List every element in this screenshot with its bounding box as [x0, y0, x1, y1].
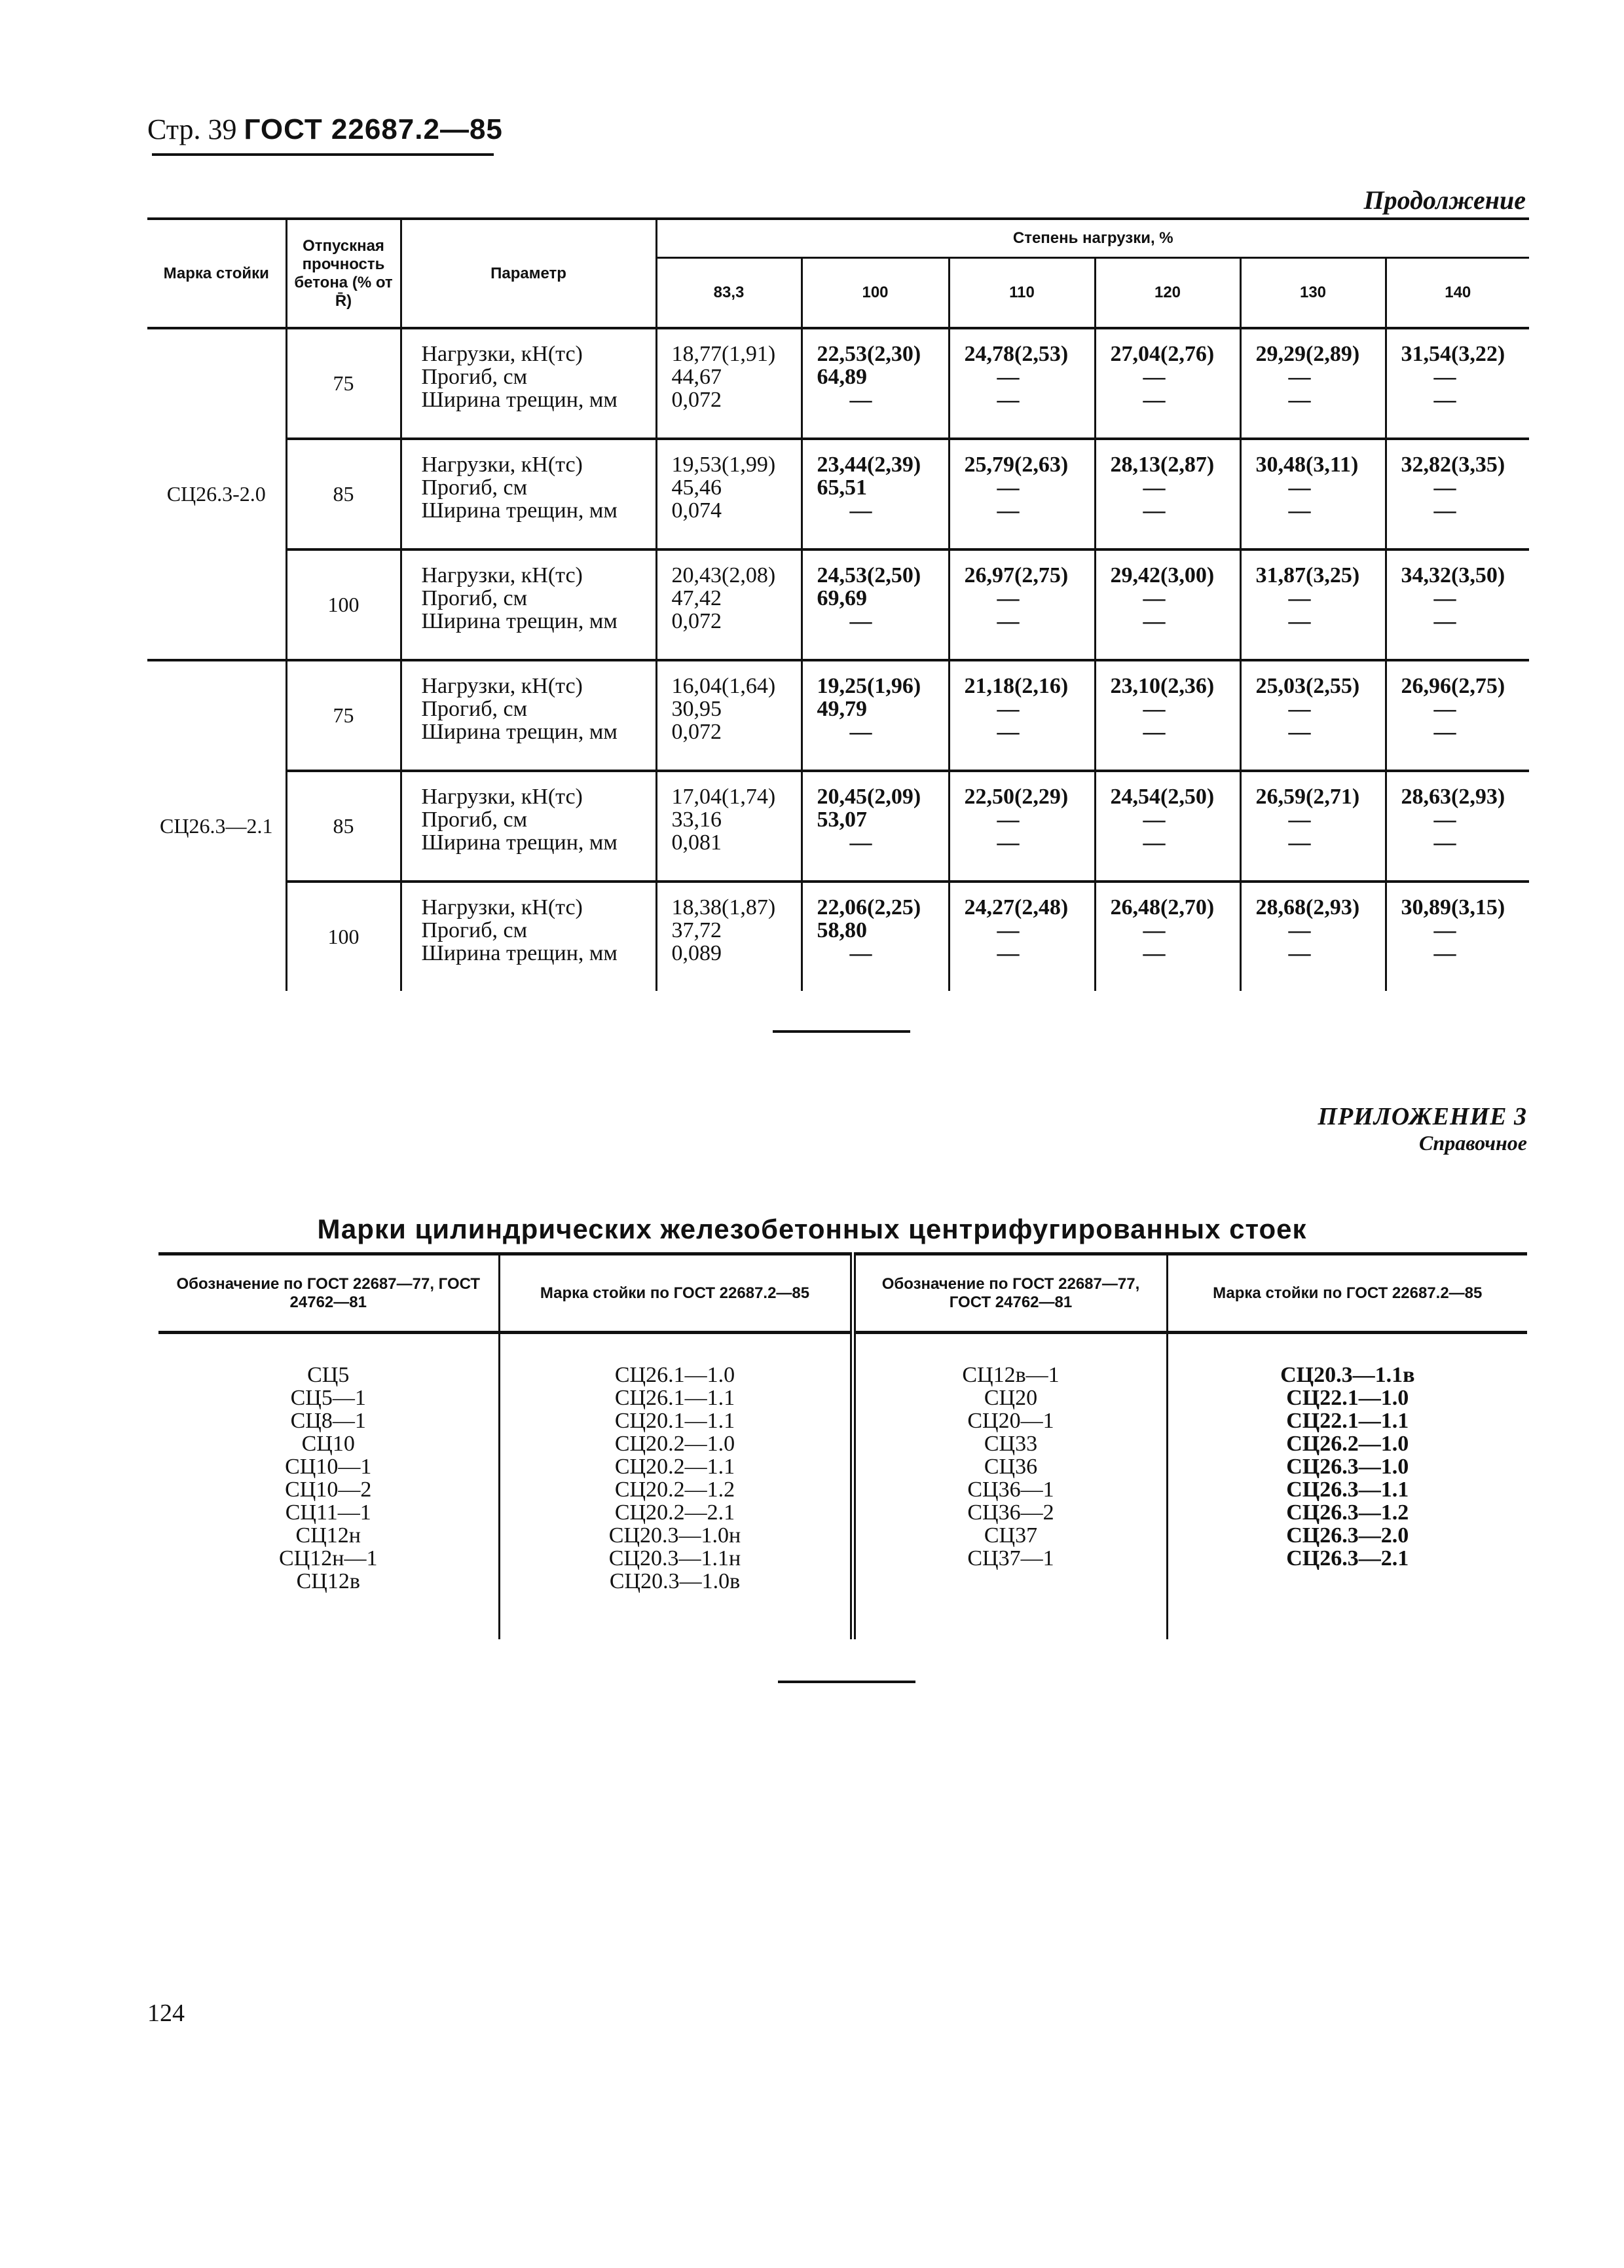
value-line: — [1433, 918, 1456, 942]
value-line: — [997, 609, 1020, 633]
load-table-body [147, 328, 1529, 991]
parameter-cell [401, 549, 656, 660]
value-line: — [1288, 388, 1311, 412]
value-line: — [997, 498, 1020, 523]
strength-cell: 100 [286, 549, 401, 660]
appendix-type: Справочное [1419, 1131, 1527, 1155]
value-line: 20,43(2,08) [671, 563, 776, 587]
marks-head: Обозначение по ГОСТ 22687—77, ГОСТ 24762—81 [158, 1254, 499, 1333]
value-line: 47,42 [671, 586, 722, 610]
value-line: 28,63(2,93) [1401, 785, 1505, 809]
value-line: — [1143, 388, 1166, 412]
value-line: — [1433, 830, 1456, 855]
value-line: — [1143, 609, 1166, 633]
parameter-cell [401, 882, 656, 991]
value-line: 24,53(2,50) [817, 563, 921, 587]
marks-head: Марка стойки по ГОСТ 22687.2—85 [499, 1254, 853, 1333]
head-level: 130 [1240, 258, 1386, 329]
value-line: — [997, 830, 1020, 855]
parameter-cell [401, 660, 656, 771]
value-line: — [1288, 475, 1311, 500]
value-line: 26,97(2,75) [964, 563, 1069, 587]
value-line: — [1288, 941, 1311, 965]
strength-cell: 100 [286, 882, 401, 991]
head-strength: Отпускная прочность бетона (% от R̄) [286, 219, 401, 328]
value-line: — [1143, 586, 1166, 610]
parameter-name: Ширина трещин, мм [421, 498, 618, 523]
value-line: 53,07 [817, 808, 867, 832]
parameter-cell [401, 439, 656, 549]
marks-head: Обозначение по ГОСТ 22687—77, ГОСТ 24762—81 [853, 1254, 1167, 1333]
value-line: 23,44(2,39) [817, 453, 921, 477]
value-line: 34,32(3,50) [1401, 563, 1505, 587]
table2-title: Марки цилиндрических железобетонных центрифугированных стоек [317, 1214, 1307, 1244]
table-row [147, 882, 1529, 991]
parameter-name: Нагрузки, кН(тс) [421, 895, 583, 920]
value-cell [1095, 882, 1240, 991]
parameter-name: Прогиб, см [421, 697, 528, 721]
value-line: — [1143, 498, 1166, 523]
head-mark: Марка стойки [163, 264, 269, 282]
value-cell [1095, 328, 1240, 439]
mark-cell: СЦ26.3-2.0 [147, 328, 286, 660]
value-line: 0,081 [671, 830, 722, 855]
value-line: 17,04(1,74) [671, 785, 776, 809]
value-cell [1240, 549, 1386, 660]
value-cell [1240, 771, 1386, 882]
parameter-name: Нагрузки, кН(тс) [421, 785, 583, 809]
value-line: 30,89(3,15) [1401, 895, 1505, 920]
value-line: 19,25(1,96) [817, 674, 921, 698]
value-line: — [1288, 586, 1311, 610]
value-line: — [1143, 697, 1166, 721]
parameter-name: Ширина трещин, мм [421, 609, 618, 633]
value-line: 30,48(3,11) [1255, 453, 1359, 477]
value-cell [949, 660, 1095, 771]
head-level: 83,3 [656, 258, 802, 329]
value-cell [1386, 660, 1529, 771]
old-designations-1: СЦ5 СЦ5—1 СЦ8—1 СЦ10 СЦ10—1 СЦ10—2 СЦ11—1 СЦ12н СЦ12н—1 СЦ12в [279, 1363, 378, 1593]
value-line: — [997, 697, 1020, 721]
parameter-name: Нагрузки, кН(тс) [421, 342, 583, 366]
value-line: — [997, 918, 1020, 942]
parameter-name: Нагрузки, кН(тс) [421, 453, 583, 477]
value-cell [1095, 660, 1240, 771]
value-cell [802, 328, 949, 439]
continuation-label: Продолжение [1363, 185, 1526, 215]
parameter-name: Прогиб, см [421, 365, 528, 389]
head-level: 100 [802, 258, 949, 329]
value-line: 28,13(2,87) [1110, 453, 1215, 477]
value-cell [949, 771, 1095, 882]
value-line: 31,54(3,22) [1401, 342, 1505, 366]
value-line: — [1143, 941, 1166, 965]
value-cell [1240, 439, 1386, 549]
parameter-name: Прогиб, см [421, 918, 528, 942]
value-line: — [997, 586, 1020, 610]
value-cell [1095, 439, 1240, 549]
value-cell [802, 771, 949, 882]
value-line: — [849, 830, 872, 855]
section-divider [773, 1030, 910, 1033]
value-cell [949, 549, 1095, 660]
value-line: 16,04(1,64) [671, 674, 776, 698]
value-line: — [1433, 475, 1456, 500]
marks-head: Марка стойки по ГОСТ 22687.2—85 [1167, 1254, 1527, 1333]
value-line: 23,10(2,36) [1110, 674, 1215, 698]
value-line: 29,42(3,00) [1110, 563, 1215, 587]
value-cell [1386, 328, 1529, 439]
parameter-name: Нагрузки, кН(тс) [421, 563, 583, 587]
value-cell [656, 549, 802, 660]
value-line: — [1433, 941, 1456, 965]
value-line: — [1288, 697, 1311, 721]
head-level: 120 [1095, 258, 1240, 329]
value-cell [802, 882, 949, 991]
head-parameter: Параметр [401, 219, 656, 328]
parameter-name: Прогиб, см [421, 475, 528, 500]
parameter-name: Прогиб, см [421, 808, 528, 832]
value-cell [656, 660, 802, 771]
page-number: 124 [147, 1999, 185, 2027]
standard-number: ГОСТ 22687.2—85 [244, 113, 503, 145]
value-line: 0,072 [671, 720, 722, 744]
value-line: 24,54(2,50) [1110, 785, 1215, 809]
parameter-name: Ширина трещин, мм [421, 830, 618, 855]
parameter-name: Ширина трещин, мм [421, 941, 618, 965]
parameter-cell [401, 771, 656, 882]
value-line: 31,87(3,25) [1255, 563, 1360, 587]
value-line: 30,95 [671, 697, 722, 721]
value-cell [802, 660, 949, 771]
value-line: — [1143, 918, 1166, 942]
value-line: 0,089 [671, 941, 722, 965]
value-line: 20,45(2,09) [817, 785, 921, 809]
value-line: 32,82(3,35) [1401, 453, 1505, 477]
value-line: — [1433, 365, 1456, 389]
value-line: 24,27(2,48) [964, 895, 1069, 920]
new-marks-1: СЦ26.1—1.0 СЦ26.1—1.1 СЦ20.1—1.1 СЦ20.2—1.0 СЦ20.2—1.1 СЦ20.2—1.2 СЦ20.2—2.1 СЦ20.3—1.0н СЦ20.3—1.1н СЦ20.3—1.0в [499, 1333, 853, 1640]
value-line: — [1433, 498, 1456, 523]
value-line: 26,59(2,71) [1255, 785, 1360, 809]
value-line: 19,53(1,99) [671, 453, 776, 477]
head-load-degree: Степень нагрузки, % [656, 219, 1529, 258]
value-cell [1095, 771, 1240, 882]
value-line: — [997, 808, 1020, 832]
value-line: — [1143, 720, 1166, 744]
value-cell [1240, 660, 1386, 771]
value-line: — [997, 941, 1020, 965]
mark-cell: СЦ26.3—2.1 [147, 660, 286, 991]
table-row [147, 660, 1529, 771]
value-line: — [1433, 388, 1456, 412]
page-prefix: Стр. 39 [147, 113, 237, 145]
head-level: 140 [1386, 258, 1529, 329]
value-line: 18,38(1,87) [671, 895, 776, 920]
new-marks-2: СЦ20.3—1.1в СЦ22.1—1.0 СЦ22.1—1.1 СЦ26.2—1.0 СЦ26.3—1.0 СЦ26.3—1.1 СЦ26.3—1.2 СЦ26.3—2.0 СЦ26.3—2.1 [1167, 1333, 1527, 1640]
value-line: 45,46 [671, 475, 722, 500]
value-line: — [849, 388, 872, 412]
table-row [147, 549, 1529, 660]
value-line: — [1288, 720, 1311, 744]
parameter-cell [401, 328, 656, 439]
value-line: — [849, 609, 872, 633]
value-line: — [1143, 808, 1166, 832]
value-cell [1386, 439, 1529, 549]
value-line: — [1433, 720, 1456, 744]
old-designations-2: СЦ12в—1 СЦ20 СЦ20—1 СЦ33 СЦ36 СЦ36—1 СЦ36—2 СЦ37 СЦ37—1 [853, 1333, 1167, 1640]
value-line: 28,68(2,93) [1255, 895, 1360, 920]
value-cell [1386, 882, 1529, 991]
parameter-name: Ширина трещин, мм [421, 720, 618, 744]
table-row [147, 439, 1529, 549]
value-cell [656, 328, 802, 439]
value-line: — [997, 388, 1020, 412]
page-header [147, 113, 503, 146]
value-cell [1386, 771, 1529, 882]
strength-cell: 75 [286, 328, 401, 439]
value-line: 49,79 [817, 697, 867, 721]
value-line: 58,80 [817, 918, 867, 942]
value-line: 26,96(2,75) [1401, 674, 1505, 698]
value-line: 22,53(2,30) [817, 342, 921, 366]
value-line: — [1433, 586, 1456, 610]
table-row [147, 328, 1529, 439]
value-line: — [1288, 609, 1311, 633]
value-line: 18,77(1,91) [671, 342, 776, 366]
value-line: 21,18(2,16) [964, 674, 1069, 698]
value-line: 0,072 [671, 388, 722, 412]
value-cell [949, 882, 1095, 991]
table-row [147, 771, 1529, 882]
strength-cell: 85 [286, 439, 401, 549]
value-line: 25,79(2,63) [964, 453, 1069, 477]
value-line: — [1143, 830, 1166, 855]
value-line: 24,78(2,53) [964, 342, 1069, 366]
parameter-name: Прогиб, см [421, 586, 528, 610]
value-line: 25,03(2,55) [1255, 674, 1360, 698]
value-line: — [1433, 609, 1456, 633]
value-line: 37,72 [671, 918, 722, 942]
value-line: — [1288, 918, 1311, 942]
marks-table [158, 1252, 1527, 1639]
head-level: 110 [949, 258, 1095, 329]
value-line: — [1143, 475, 1166, 500]
value-cell [949, 328, 1095, 439]
value-line: 0,074 [671, 498, 722, 523]
value-line: — [849, 720, 872, 744]
value-line: — [997, 720, 1020, 744]
parameter-name: Нагрузки, кН(тс) [421, 674, 583, 698]
value-cell [802, 549, 949, 660]
value-line: — [849, 498, 872, 523]
value-line: — [1143, 365, 1166, 389]
value-line: — [997, 475, 1020, 500]
value-line: 44,67 [671, 365, 722, 389]
header-underline [152, 153, 494, 156]
value-cell [656, 439, 802, 549]
strength-cell: 85 [286, 771, 401, 882]
value-line: 26,48(2,70) [1110, 895, 1215, 920]
value-line: 22,06(2,25) [817, 895, 921, 920]
value-line: — [1288, 830, 1311, 855]
value-line: 64,89 [817, 365, 867, 389]
value-line: 27,04(2,76) [1110, 342, 1215, 366]
value-line: 0,072 [671, 609, 722, 633]
value-cell [656, 882, 802, 991]
value-line: — [997, 365, 1020, 389]
value-line: 22,50(2,29) [964, 785, 1069, 809]
value-cell [1386, 549, 1529, 660]
value-line: — [1433, 697, 1456, 721]
value-line: 29,29(2,89) [1255, 342, 1360, 366]
appendix-heading [1318, 1102, 1527, 1155]
value-line: — [1288, 498, 1311, 523]
value-line: — [849, 941, 872, 965]
value-cell [1240, 882, 1386, 991]
value-cell [802, 439, 949, 549]
value-line: 33,16 [671, 808, 722, 832]
appendix-label: ПРИЛОЖЕНИЕ 3 [1318, 1103, 1527, 1130]
strength-cell: 75 [286, 660, 401, 771]
value-line: 65,51 [817, 475, 867, 500]
value-cell [656, 771, 802, 882]
value-line: 69,69 [817, 586, 867, 610]
value-cell [1240, 328, 1386, 439]
value-cell [949, 439, 1095, 549]
value-line: — [1288, 808, 1311, 832]
value-cell [1095, 549, 1240, 660]
end-divider [778, 1681, 915, 1683]
load-test-table [147, 217, 1529, 991]
value-line: — [1288, 365, 1311, 389]
parameter-name: Ширина трещин, мм [421, 388, 618, 412]
value-line: — [1433, 808, 1456, 832]
